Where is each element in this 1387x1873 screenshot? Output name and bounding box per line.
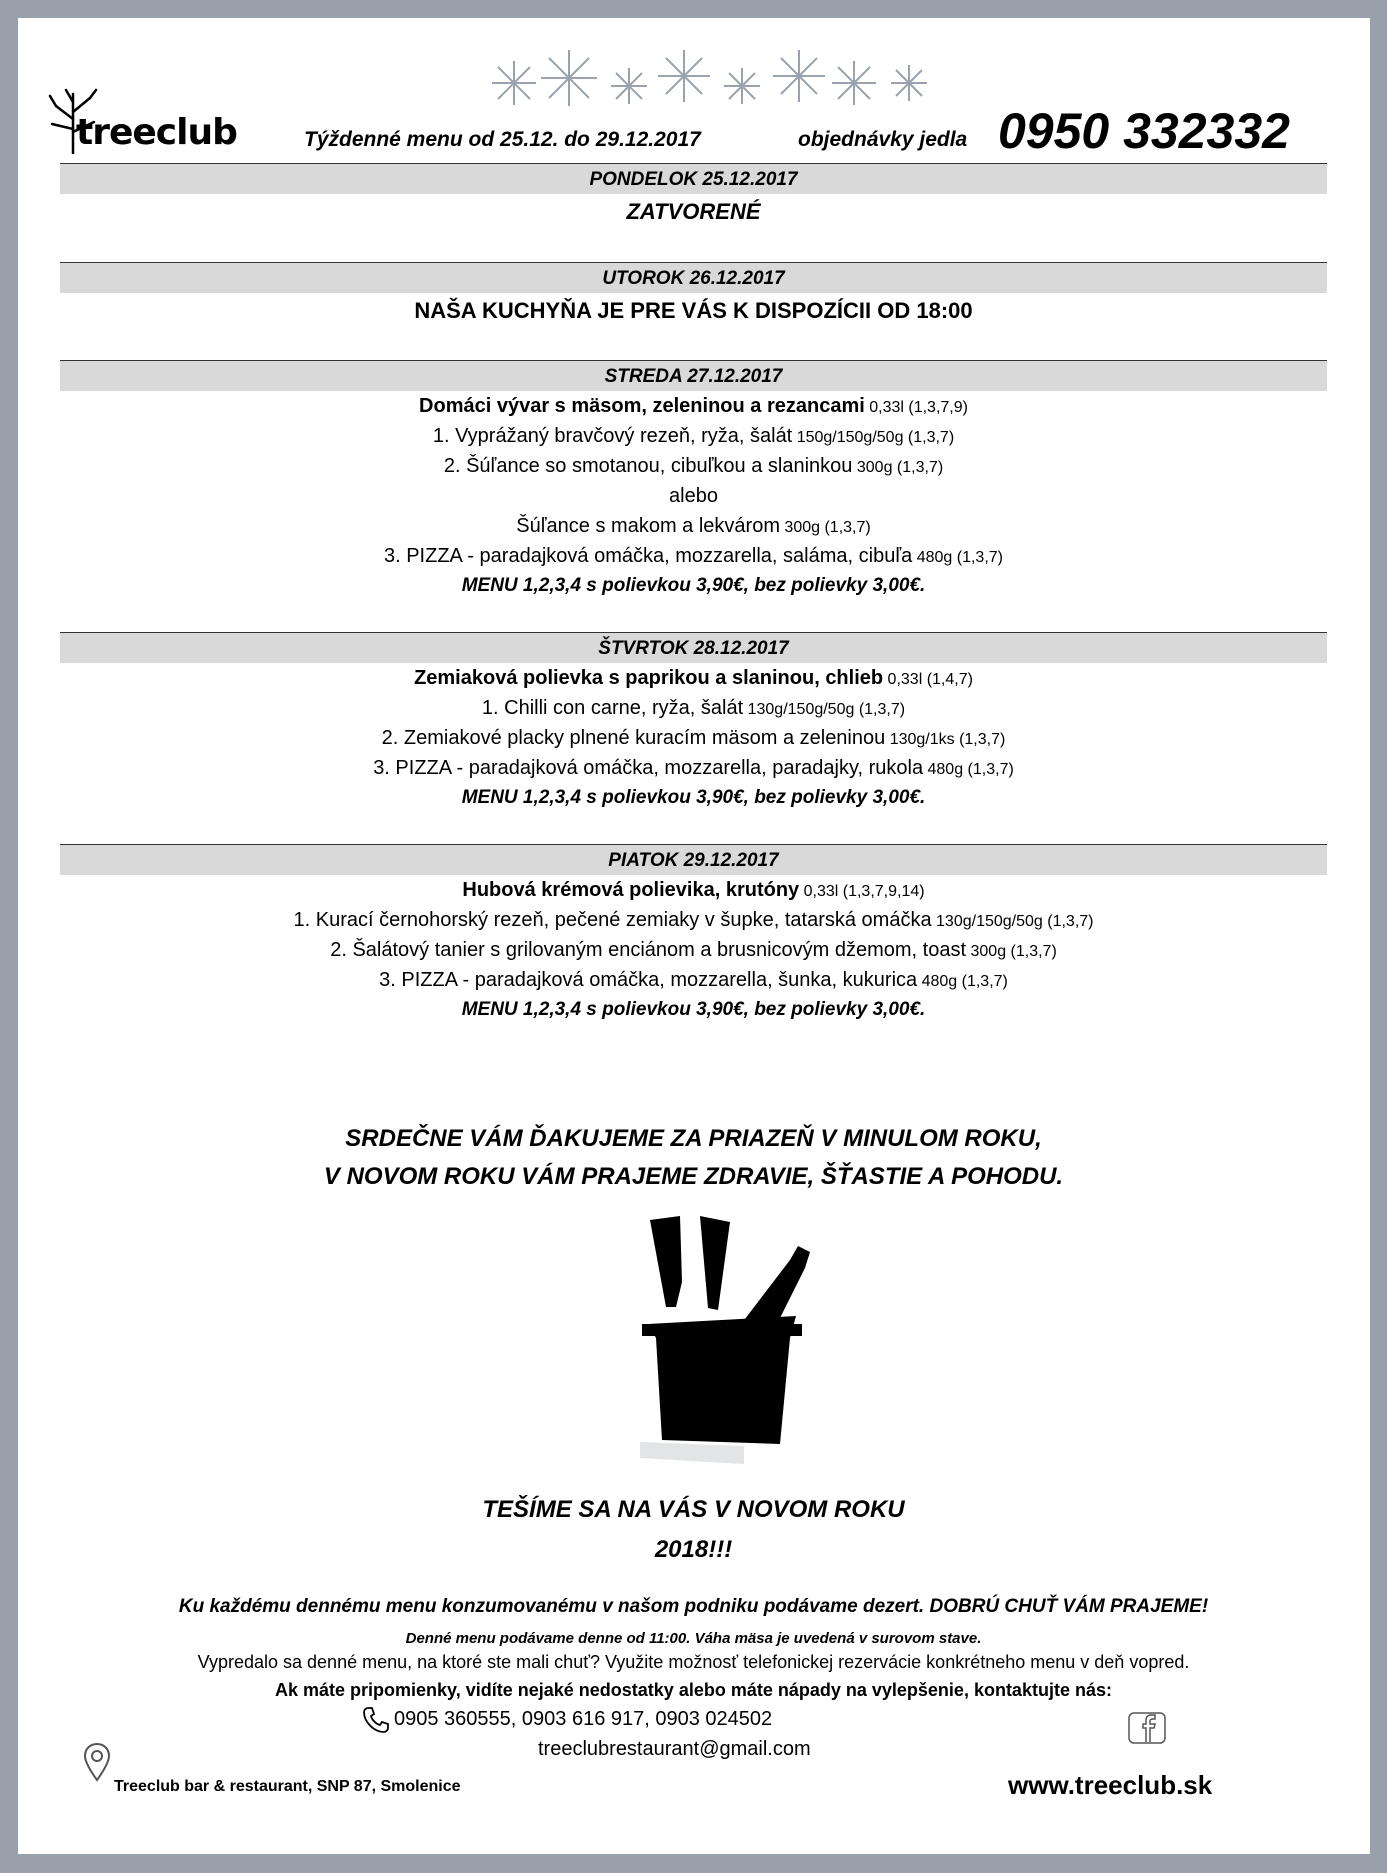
day-heading: UTOROK 26.12.2017 <box>60 262 1327 293</box>
soup-line: Domáci vývar s mäsom, zeleninou a rezancami 0,33l (1,3,7,9) <box>419 395 968 417</box>
day-heading: STREDA 27.12.2017 <box>60 360 1327 391</box>
menu-item: 1. Kurací černohorský rezeň, pečené zemiaky v šupke, tatarská omáčka 130g/150g/50g (1,3,7) <box>293 909 1094 931</box>
greeting-line-2: V NOVOM ROKU VÁM PRAJEME ZDRAVIE, ŠŤASTIE A POHODU. <box>323 1163 1064 1190</box>
address: Treeclub bar & restaurant, SNP 87, Smolenice <box>114 1778 461 1795</box>
facebook-icon[interactable] <box>1128 1712 1166 1744</box>
menu-item: 1. Chilli con carne, ryža, šalát 130g/150g/50g (1,3,7) <box>481 697 906 719</box>
week-title: Týždenné menu od 25.12. do 29.12.2017 <box>304 128 701 151</box>
menu-item: 3. PIZZA - paradajková omáčka, mozzarella, paradajky, rukola 480g (1,3,7) <box>373 757 1014 779</box>
menu-price: MENU 1,2,3,4 s polievkou 3,90€, bez polievky 3,00€. <box>461 999 926 1020</box>
champagne-bucket-icon <box>640 1212 820 1472</box>
menu-price: MENU 1,2,3,4 s polievkou 3,90€, bez polievky 3,00€. <box>461 787 926 808</box>
menu-item: 3. PIZZA - paradajková omáčka, mozzarella, saláma, cibuľa 480g (1,3,7) <box>383 545 1003 567</box>
greeting <box>0 1120 1387 1196</box>
soup-line: Hubová krémová polievika, krutóny 0,33l (1,3,7,9,14) <box>462 879 925 901</box>
menu-item: 2. Šúľance so smotanou, cibuľkou a slaninkou 300g (1,3,7) <box>443 455 944 477</box>
menu-item: 3. PIZZA - paradajková omáčka, mozzarella, šunka, kukurica 480g (1,3,7) <box>379 969 1008 991</box>
orders-label: objednávky jedla <box>798 128 968 151</box>
new-year-wish <box>0 1490 1387 1570</box>
website-link[interactable]: www.treeclub.sk <box>1008 1770 1213 1800</box>
day-monday <box>60 163 1327 230</box>
new-year-line-1: TEŠÍME SA NA VÁS V NOVOM ROKU <box>482 1496 905 1523</box>
menu-price: MENU 1,2,3,4 s polievkou 3,90€, bez polievky 3,00€. <box>461 575 926 596</box>
menu-item: 2. Zemiakové placky plnené kuracím mäsom a zeleninou 130g/1ks (1,3,7) <box>381 727 1006 749</box>
day-tuesday <box>60 262 1327 329</box>
menu-item: 1. Vyprážaný bravčový rezeň, ryža, šalát 150g/150g/50g (1,3,7) <box>432 425 955 447</box>
new-year-line-2: 2018!!! <box>654 1536 733 1563</box>
day-heading: PIATOK 29.12.2017 <box>60 844 1327 875</box>
logo-text: treeclub <box>76 112 237 153</box>
day-heading: PONDELOK 25.12.2017 <box>60 163 1327 194</box>
day-thursday <box>60 632 1327 813</box>
day-friday <box>60 844 1327 1025</box>
menu-item: 2. Šalátový tanier s grilovaným enciánom a brusnicovým džemom, toast 300g (1,3,7) <box>330 939 1057 961</box>
menu-item: Šúľance s makom a lekvárom 300g (1,3,7) <box>516 515 871 537</box>
phone-icon <box>362 1706 390 1734</box>
dessert-note: Ku každému dennému menu konzumovanému v našom podniku podávame dezert. DOBRÚ CHUŤ VÁM PRAJEME! <box>178 1596 1209 1617</box>
order-phone: 0950 332332 <box>998 103 1290 159</box>
menu-item: alebo <box>669 485 718 507</box>
serving-note: Denné menu podávame denne od 11:00. Váha mäsa je uvedená v surovom stave. <box>405 1630 982 1647</box>
greeting-line-1: SRDEČNE VÁM ĎAKUJEME ZA PRIAZEŇ V MINULOM ROKU, <box>345 1125 1042 1152</box>
reservation-note: Vypredalo sa denné menu, na ktoré ste mali chuť? Využite možnosť telefonickej rezervácie konkrétneho menu v deň vopred. <box>197 1652 1190 1672</box>
kitchen-notice: NAŠA KUCHYŇA JE PRE VÁS K DISPOZÍCII OD 18:00 <box>414 298 973 323</box>
closed-notice: ZATVORENÉ <box>626 199 761 224</box>
location-pin-icon <box>82 1742 112 1782</box>
day-heading: ŠTVRTOK 28.12.2017 <box>60 632 1327 663</box>
soup-line: Zemiaková polievka s paprikou a slaninou, chlieb 0,33l (1,4,7) <box>414 667 973 689</box>
contact-email[interactable]: treeclubrestaurant@gmail.com <box>538 1738 811 1760</box>
contact-phones[interactable]: 0905 360555, 0903 616 917, 0903 024502 <box>394 1708 773 1730</box>
snowflake-icon <box>484 48 934 118</box>
feedback-note: Ak máte pripomienky, vidíte nejaké nedostatky alebo máte nápady na vylepšenie, kontaktujte nás: <box>275 1680 1112 1700</box>
day-wednesday <box>60 360 1327 601</box>
